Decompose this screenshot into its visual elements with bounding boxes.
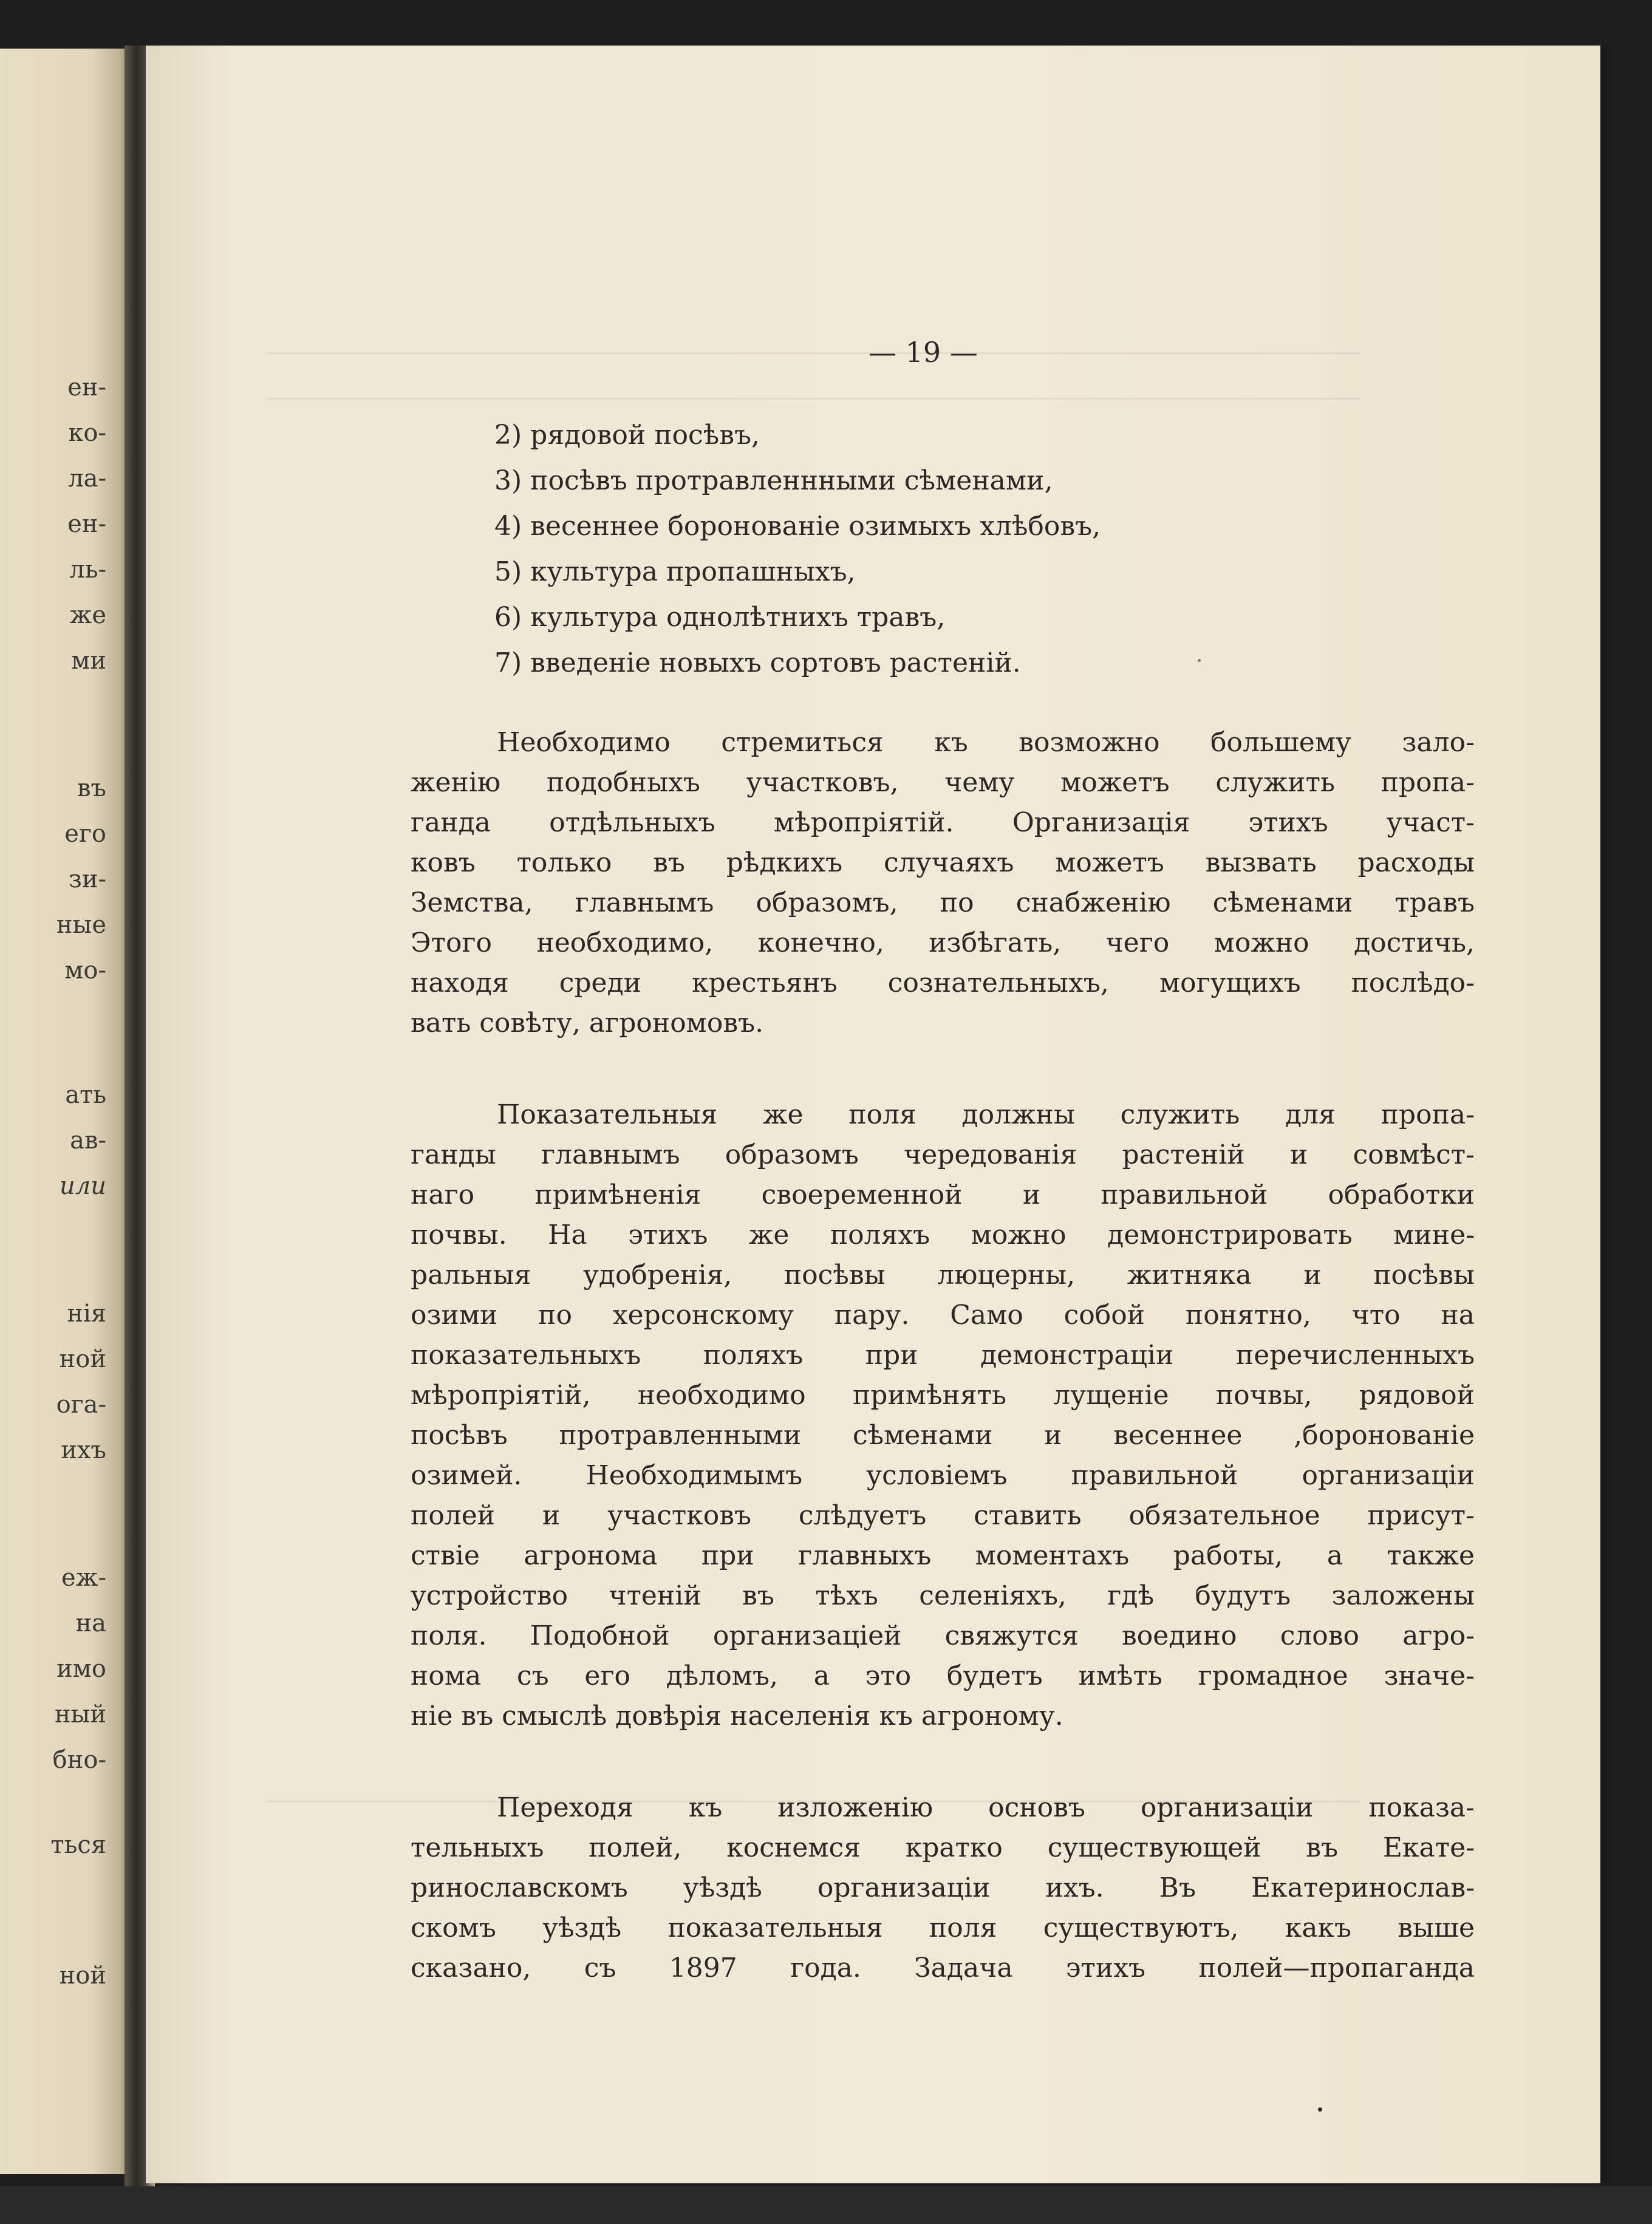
left-fragment: или: [60, 1172, 106, 1200]
paragraph-line: наго примѣненія своеременной и правильной обработки: [411, 1179, 1475, 1210]
left-fragment: мо-: [64, 957, 106, 984]
list-item: 3) посѣвъ протравленнными сѣменами,: [494, 465, 1053, 496]
paragraph-line: скомъ уѣздѣ показательныя поля существуютъ, какъ выше: [411, 1912, 1475, 1943]
left-fragment: ной: [59, 1962, 106, 1990]
left-fragment: ога-: [56, 1391, 106, 1419]
paragraph-line: сказано, съ 1897 года. Задача этихъ полей—пропаганда: [411, 1953, 1475, 1984]
list-item: 2) рядовой посѣвъ,: [494, 420, 760, 451]
paragraph-line: Необходимо стремиться къ возможно большему зало-: [497, 727, 1475, 758]
list-item: 6) культура однолѣтнихъ травъ,: [494, 602, 946, 633]
paragraph-line: Этого необходимо, конечно, избѣгать, чего можно достичь,: [411, 927, 1475, 958]
previous-page-edge: [0, 49, 131, 2174]
left-fragment: нія: [67, 1300, 106, 1328]
bleed-through: [267, 352, 1360, 354]
list-item: 4) весеннее боронованіе озимыхъ хлѣбовъ,: [494, 511, 1101, 542]
left-fragment: ться: [50, 1831, 106, 1859]
left-fragment: на: [75, 1609, 106, 1637]
paragraph-line: находя среди крестьянъ сознательныхъ, могущихъ послѣдо-: [411, 967, 1475, 998]
paragraph-line: поля. Подобной организаціей свяжутся воедино слово агро-: [411, 1620, 1475, 1651]
left-fragment: ми: [71, 647, 106, 675]
paragraph-line: ринославскомъ уѣздѣ организаціи ихъ. Въ Екатеринослав-: [411, 1872, 1475, 1903]
paragraph-line: озимей. Необходимымъ условіемъ правильной организаціи: [411, 1460, 1475, 1491]
paragraph-line: ніе въ смыслѣ довѣрія населенія къ агроному.: [411, 1700, 1063, 1731]
left-fragment: ихъ: [61, 1436, 106, 1464]
left-fragment: ен-: [67, 510, 106, 538]
left-fragment: ать: [65, 1081, 106, 1109]
paragraph-line: тельныхъ полей, коснемся кратко существующей въ Екате-: [411, 1832, 1475, 1863]
left-fragment: ные: [56, 911, 106, 939]
left-fragment: еж-: [61, 1564, 106, 1592]
left-fragment: бно-: [52, 1746, 106, 1774]
left-fragment: ль-: [69, 556, 106, 584]
page-number: — 19 —: [869, 336, 978, 369]
left-fragment: ла-: [68, 465, 106, 493]
left-fragment: ной: [59, 1345, 106, 1373]
left-fragment: ав-: [70, 1127, 106, 1155]
paragraph-line: полей и участковъ слѣдуетъ ставить обязательное присут-: [411, 1500, 1475, 1531]
paragraph-line: женію подобныхъ участковъ, чему можетъ служить пропа-: [411, 767, 1475, 798]
paragraph-line: ковъ только въ рѣдкихъ случаяхъ можетъ вызвать расходы: [411, 847, 1475, 878]
paragraph-line: Земства, главнымъ образомъ, по снабженію сѣменами травъ: [411, 887, 1475, 918]
paragraph-line: почвы. На этихъ же поляхъ можно демонстрировать мине-: [411, 1219, 1475, 1250]
left-fragment: его: [64, 820, 106, 848]
list-item: 5) культура пропашныхъ,: [494, 556, 856, 587]
paper-speck: [1198, 659, 1201, 662]
list-item: 7) введеніе новыхъ сортовъ растеній.: [494, 647, 1021, 678]
paragraph-line: ганды главнымъ образомъ чередованія растеній и совмѣст-: [411, 1139, 1475, 1170]
bleed-through: [267, 398, 1360, 400]
paragraph-line: Показательныя же поля должны служить для пропа-: [497, 1099, 1475, 1130]
paragraph-line: показательныхъ поляхъ при демонстраціи перечисленныхъ: [411, 1340, 1475, 1371]
paragraph-line: нома съ его дѣломъ, а это будетъ имѣть громадное значе-: [411, 1660, 1475, 1691]
left-fragment: зи-: [69, 865, 106, 893]
paragraph-line: мѣропріятій, необходимо примѣнять лущеніе почвы, рядовой: [411, 1380, 1475, 1411]
left-fragment: же: [69, 601, 106, 629]
paragraph-line: ствіе агронома при главныхъ моментахъ работы, а также: [411, 1540, 1475, 1571]
left-fragment: въ: [77, 774, 106, 802]
paragraph-line: озими по херсонскому пару. Само собой понятно, что на: [411, 1300, 1475, 1331]
scanner-background: [0, 2186, 1652, 2224]
paragraph-line: Переходя къ изложенію основъ организаціи показа-: [497, 1792, 1475, 1823]
left-fragment: ный: [54, 1700, 106, 1728]
left-fragment: ен-: [67, 374, 106, 401]
left-fragment: имо: [56, 1655, 106, 1683]
paragraph-line: ганда отдѣльныхъ мѣропріятій. Организація этихъ участ-: [411, 807, 1475, 838]
paragraph-line: ральныя удобренія, посѣвы люцерны, житняка и посѣвы: [411, 1260, 1475, 1291]
document-page: [146, 46, 1611, 2183]
paragraph-line: посѣвъ протравленными сѣменами и весеннее ,боронованіе: [411, 1420, 1475, 1451]
paragraph-line: устройство чтеній въ тѣхъ селеніяхъ, гдѣ будутъ заложены: [411, 1580, 1475, 1611]
paper-speck: [1318, 2107, 1322, 2112]
left-fragment: ко-: [68, 419, 106, 447]
paragraph-line: вать совѣту, агрономовъ.: [411, 1008, 764, 1039]
